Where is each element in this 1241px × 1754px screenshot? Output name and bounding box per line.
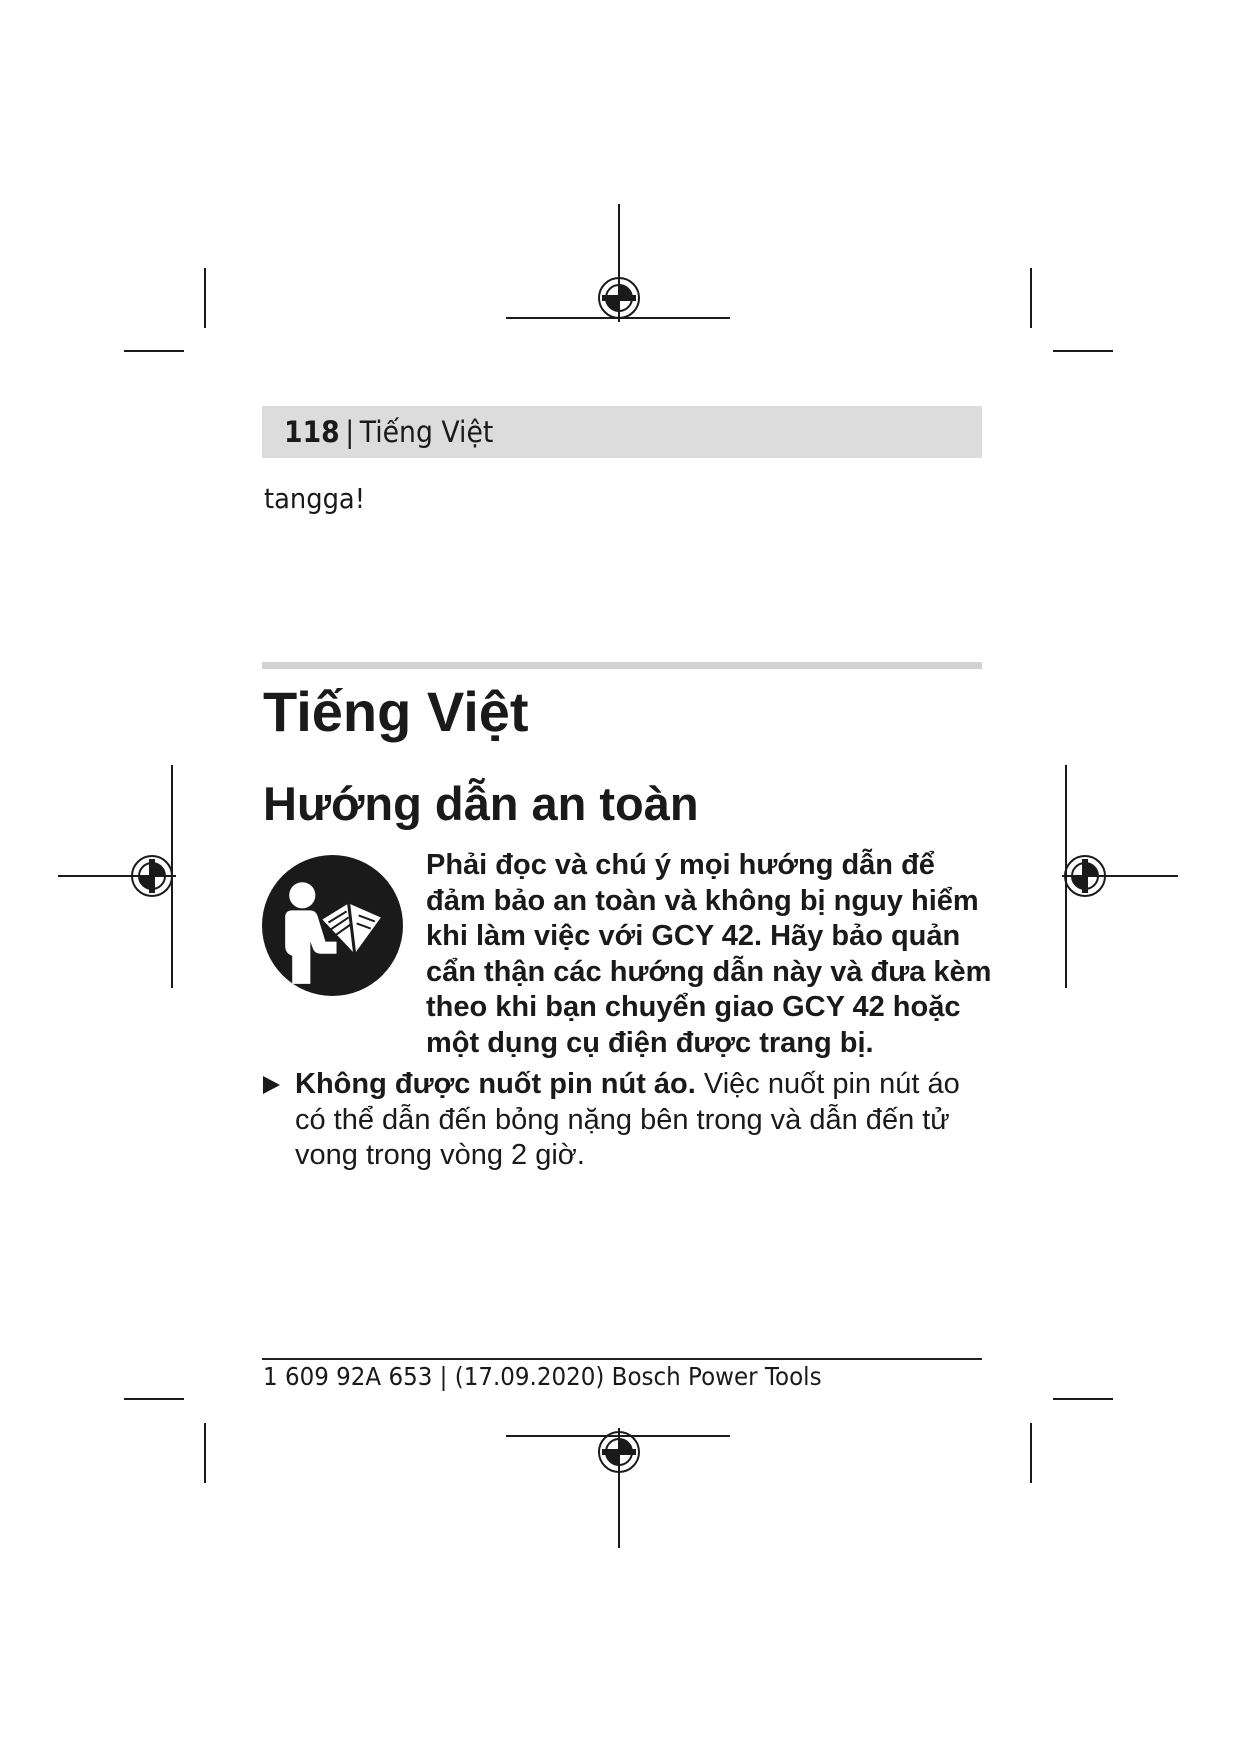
header-separator: |: [345, 415, 355, 449]
warning-bold: Không được nuốt pin nút áo.: [295, 1068, 696, 1100]
page-header: [262, 406, 982, 458]
page-footer: 1 609 92A 653 | (17.09.2020) Bosch Power Tools: [263, 1362, 822, 1391]
bullet-triangle-icon: [263, 1076, 280, 1094]
page-number: 118: [284, 415, 340, 449]
warning-item: [263, 1067, 983, 1174]
warning-text: [295, 1067, 983, 1174]
header-text: [284, 416, 493, 448]
intro-text: Phải đọc và chú ý mọi hướng dẫn để đảm bảo an toàn và không bị nguy hiểm khi làm việc với GCY 42. Hãy bảo quản cẩn thận các hướng dẫn này và đưa kèm theo khi bạn chuyển giao GCY 42 hoặc một dụng cụ điện được trang bị.: [426, 849, 992, 1059]
header-section: Tiếng Việt: [359, 415, 494, 449]
section-divider: [262, 662, 982, 669]
continuation-text: tangga!: [264, 482, 366, 515]
section-subtitle: Hướng dẫn an toàn: [263, 777, 699, 830]
footer-divider: [262, 1358, 982, 1360]
warning-body: Việc nuốt pin nút áo có thể dẫn đến bỏng nặng bên trong và dẫn đến tử vong trong vòng 2 giờ.: [295, 1068, 960, 1171]
safety-intro: [263, 848, 993, 1061]
section-title: Tiếng Việt: [263, 680, 529, 743]
